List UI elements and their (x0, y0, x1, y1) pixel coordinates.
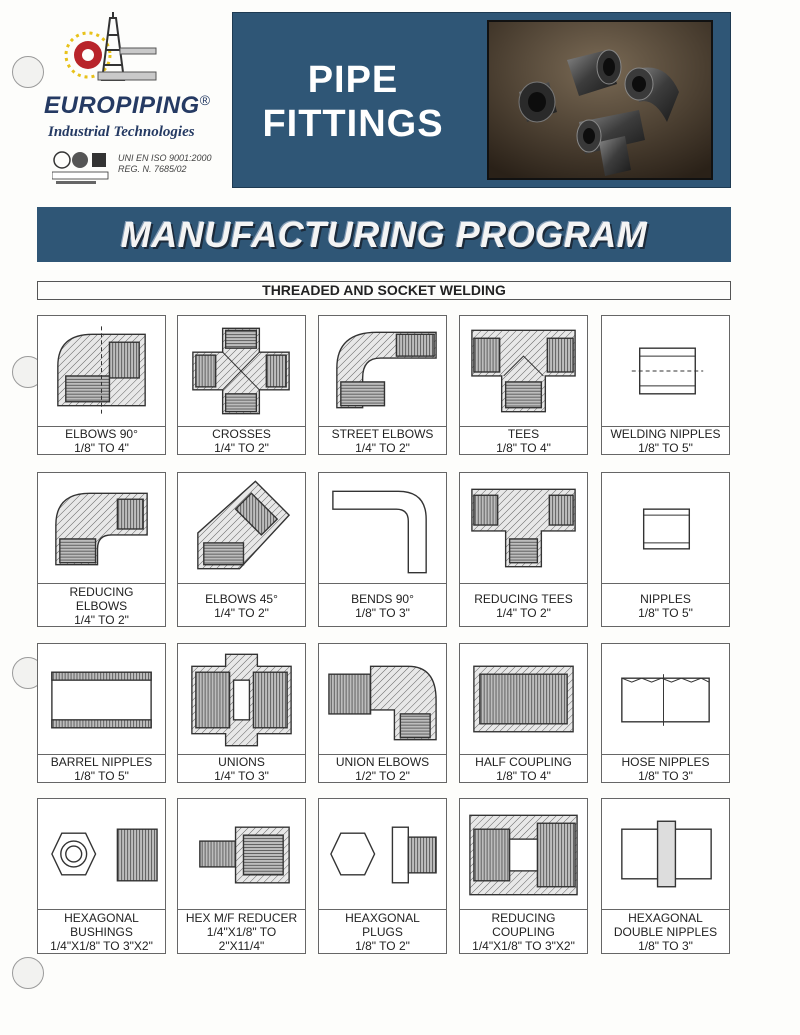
product-name: HALF COUPLING (475, 755, 572, 769)
street-elbow-icon (319, 316, 446, 427)
product-size-range: 1/4" TO 2" (74, 612, 129, 627)
product-name: ELBOWS 45° (205, 591, 278, 606)
reducing-coupling-icon (460, 799, 587, 910)
product-name: HEXAGONAL (628, 911, 703, 925)
product-card (318, 315, 447, 455)
product-size-range: 1/8" TO 4" (496, 441, 551, 455)
product-size-range: 1/4" TO 2" (214, 605, 269, 620)
product-label (319, 755, 446, 783)
product-label (38, 585, 165, 627)
product-card (459, 643, 588, 783)
product-name: UNIONS (218, 755, 265, 769)
europiping-logo-icon (58, 10, 158, 90)
half-coupling-icon (460, 644, 587, 755)
product-size-range: 1/8" TO 2" (355, 939, 410, 953)
product-size-range: 1/4" TO 2" (214, 441, 269, 455)
product-size-range: 1/8" TO 3" (355, 605, 410, 620)
product-label (460, 755, 587, 783)
product-size-range: 1/4" TO 2" (355, 441, 410, 455)
product-name: HEXAGONAL (64, 911, 139, 925)
binder-hole (12, 957, 44, 989)
product-name: REDUCING (69, 584, 134, 599)
certification-text: UNI EN ISO 9001:2000 REG. N. 7685/02 (118, 153, 212, 174)
product-name: ELBOWS 90° (65, 427, 138, 441)
product-name: BUSHINGS (70, 925, 133, 939)
union-elbow-icon (319, 644, 446, 755)
product-size-range: 2"X11/4" (218, 939, 265, 953)
elbow-90-icon (38, 316, 165, 427)
product-label (460, 592, 587, 620)
product-size-range: 1/2" TO 2" (355, 769, 410, 783)
product-label (38, 427, 165, 455)
product-card (459, 798, 588, 954)
product-label (178, 911, 305, 953)
product-size-range: 1/8" TO 5" (74, 769, 129, 783)
product-size-range: 1/4"X1/8" TO 3"X2" (50, 939, 153, 953)
product-card (318, 472, 447, 627)
nipple-icon (602, 473, 729, 584)
product-name: NIPPLES (640, 591, 691, 606)
product-name: CROSSES (212, 427, 271, 441)
hex-bushing-icon (38, 799, 165, 910)
product-size-range: 1/8" TO 5" (638, 441, 693, 455)
product-label (178, 427, 305, 455)
program-banner-title: MANUFACTURING PROGRAM (120, 214, 648, 255)
product-name: HEX M/F REDUCER (185, 911, 298, 925)
product-size-range: 1/8" TO 4" (496, 769, 551, 783)
reducing-elbow-icon (38, 473, 165, 584)
elbow-45-icon (178, 473, 305, 584)
product-name: COUPLING (492, 925, 555, 939)
product-label (602, 592, 729, 620)
product-label (319, 911, 446, 953)
certification-logos-icon (52, 150, 116, 186)
pipe-fittings-photo (487, 20, 713, 180)
product-name: REDUCING (491, 911, 556, 925)
section-title: THREADED AND SOCKET WELDING (37, 281, 731, 300)
brand-tagline: Industrial Technologies (48, 124, 195, 140)
product-name: BENDS 90° (351, 591, 414, 606)
product-size-range: 1/4"X1/8" TO 3"X2" (472, 939, 575, 953)
union-icon (178, 644, 305, 755)
product-card (601, 798, 730, 954)
product-card (37, 315, 166, 455)
product-label (602, 755, 729, 783)
product-label (602, 911, 729, 953)
hose-nipple-icon (602, 644, 729, 755)
product-size-range: 1/8" TO 5" (638, 605, 693, 620)
product-label (460, 427, 587, 455)
product-card (459, 315, 588, 455)
product-label (38, 755, 165, 783)
header-title: PIPE FITTINGS (262, 59, 444, 145)
product-label (319, 427, 446, 455)
product-name: UNION ELBOWS (335, 755, 430, 769)
product-name: WELDING NIPPLES (610, 427, 721, 441)
product-name: BARREL NIPPLES (50, 755, 153, 769)
bend-90-icon (319, 473, 446, 584)
product-card (177, 472, 306, 627)
product-card (37, 472, 166, 627)
product-card (601, 643, 730, 783)
product-size-range: 1/8" TO 3" (638, 769, 693, 783)
brand-name: EUROPIPING® (44, 92, 211, 119)
product-label (178, 592, 305, 620)
product-label (602, 427, 729, 455)
product-name: HOSE NIPPLES (621, 755, 710, 769)
product-name: REDUCING TEES (474, 591, 573, 606)
product-name: PLUGS (362, 925, 403, 939)
product-card (177, 798, 306, 954)
product-name: TEES (507, 427, 540, 441)
product-card (177, 643, 306, 783)
product-card (601, 472, 730, 627)
hex-double-nipple-icon (602, 799, 729, 910)
reducing-tee-icon (460, 473, 587, 584)
product-label (319, 592, 446, 620)
product-size-range: 1/8" TO 3" (638, 939, 693, 953)
product-card (601, 315, 730, 455)
product-size-range: 1/4" TO 3" (214, 769, 269, 783)
product-name: HEAXGONAL (345, 911, 420, 925)
welding-nipple-icon (602, 316, 729, 427)
product-label (460, 911, 587, 953)
product-label (38, 911, 165, 953)
cross-icon (178, 316, 305, 427)
product-card (459, 472, 588, 627)
binder-hole (12, 56, 44, 88)
hex-reducer-icon (178, 799, 305, 910)
product-label (178, 755, 305, 783)
tee-icon (460, 316, 587, 427)
product-size-range: 1/4" TO 2" (496, 605, 551, 620)
product-card (318, 643, 447, 783)
product-name: ELBOWS (75, 598, 128, 613)
product-card (177, 315, 306, 455)
product-card (37, 798, 166, 954)
product-size-range: 1/8" TO 4" (74, 441, 129, 455)
hex-plug-icon (319, 799, 446, 910)
product-name: DOUBLE NIPPLES (613, 925, 718, 939)
product-card (318, 798, 447, 954)
product-card (37, 643, 166, 783)
product-name: 1/4"X1/8" TO (206, 925, 277, 939)
product-name: STREET ELBOWS (331, 427, 434, 441)
barrel-nipple-icon (38, 644, 165, 755)
